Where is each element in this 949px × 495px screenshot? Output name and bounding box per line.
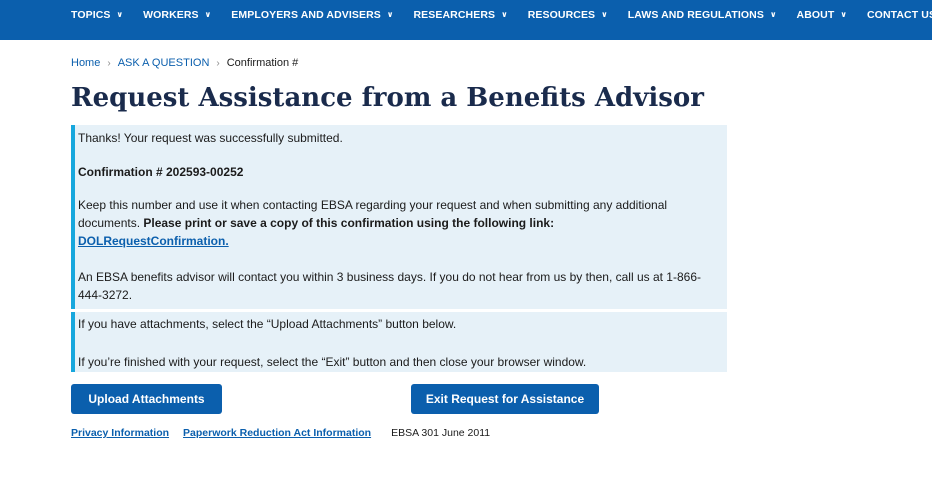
top-navigation [0,0,949,40]
nav-employers-label: EMPLOYERS AND ADVISERS [231,9,381,21]
page-title: Request Assistance from a Benefits Advisor [71,83,704,113]
upload-attachments-button[interactable]: Upload Attachments [71,384,222,414]
nav-topics-label: TOPICS [71,9,111,21]
keep-number-text [78,196,718,250]
nav-resources-label: RESOURCES [527,9,596,21]
nav-researchers-label: RESEARCHERS [413,9,496,21]
keep-number-instructions: Keep this number and use it when contacting EBSA regarding your request and when submitting any additional documents. [78,198,668,230]
attachments-instructions: If you have attachments, select the “Upload Attachments” button below. [78,317,457,331]
nav-employers-and-advisers[interactable] [231,9,393,21]
nav-about[interactable] [797,9,847,21]
chevron-down-icon: ∨ [386,9,394,19]
form-identifier: EBSA 301 June 2011 [391,427,491,439]
nav-workers-label: WORKERS [143,9,199,21]
nav-contact-label: CONTACT US [867,9,937,21]
success-message: Thanks! Your request was successfully submitted. [78,131,343,145]
exit-request-button[interactable]: Exit Request for Assistance [411,384,599,414]
nav-laws-and-regulations[interactable] [628,9,777,21]
nav-laws-label: LAWS AND REGULATIONS [627,9,764,21]
chevron-down-icon: ∨ [769,9,777,19]
nav-contact-us[interactable] [867,9,949,21]
exit-instructions: If you’re finished with your request, select the “Exit” button and then close your browser window. [78,355,587,369]
breadcrumb-current: Confirmation # [226,57,299,69]
nav-researchers[interactable] [414,9,508,21]
breadcrumb [71,57,298,69]
paperwork-reduction-act-link[interactable]: Paperwork Reduction Act Information [183,427,372,439]
chevron-down-icon: ∨ [601,9,608,19]
breadcrumb-ask-a-question-link[interactable]: ASK A QUESTION [117,57,210,69]
confirmation-link[interactable]: DOLRequestConfirmation. [78,234,229,248]
privacy-information-link[interactable]: Privacy Information [71,427,170,439]
advisor-contact-text: An EBSA benefits advisor will contact you within 3 business days. If you do not hear from us by then, call us at 1-866-444-3272. [78,270,701,302]
success-alert [71,125,727,309]
next-steps-alert [71,312,727,372]
breadcrumb-separator-icon: › [216,57,220,69]
nav-workers[interactable] [143,9,211,21]
chevron-down-icon: ∨ [840,9,847,19]
nav-about-label: ABOUT [796,9,835,21]
chevron-down-icon: ∨ [116,9,124,19]
nav-topics[interactable] [71,9,123,21]
footer-links [71,427,490,439]
breadcrumb-separator-icon: › [107,57,111,69]
print-instructions: Please print or save a copy of this confirmation using the following link: [143,216,555,230]
chevron-down-icon: ∨ [501,9,508,19]
confirmation-number: Confirmation # 202593-00252 [78,165,244,179]
nav-resources[interactable] [528,9,608,21]
breadcrumb-home-link[interactable]: Home [71,57,101,69]
chevron-down-icon: ∨ [204,9,212,19]
chevron-down-icon: ∨ [942,9,949,19]
